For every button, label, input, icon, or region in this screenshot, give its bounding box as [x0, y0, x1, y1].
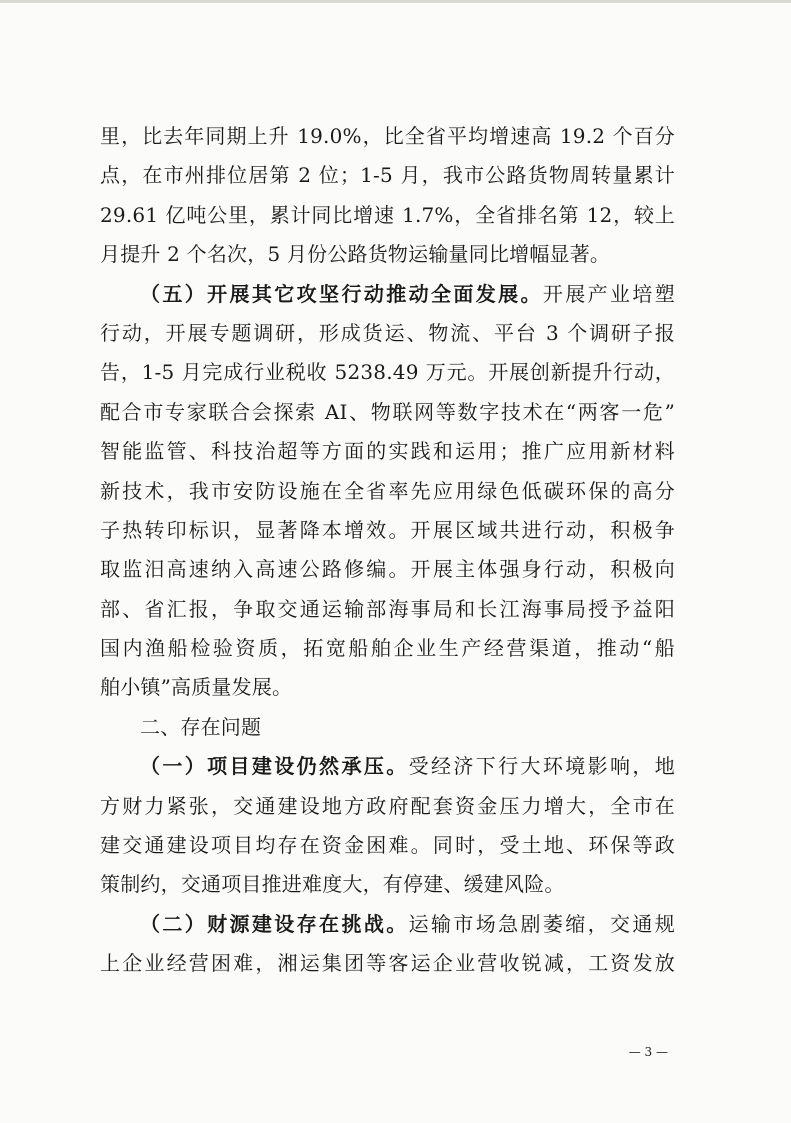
section-5-heading: （五）开展其它攻坚行动推动全面发展。 — [140, 281, 543, 306]
body-line-4: 月提升 2 个名次，5 月份公路货物运输量同比增幅显著。 — [100, 242, 611, 267]
section-5-line: 子热转印标识，显著降本增效。开展区域共进行动，积极争 — [100, 517, 675, 542]
document-body — [100, 117, 675, 984]
body-line-1: 里，比去年同期上升 19.0%，比全省平均增速高 19.2 个百分 — [100, 124, 675, 148]
section-5-line: 智能监管、科技治超等方面的实践和运用；推广应用新材料 — [100, 439, 675, 464]
section-5-first-line — [100, 275, 675, 314]
section-5-line: 舶小镇”高质量发展。 — [100, 675, 293, 700]
problem-1-line: 策制约，交通项目推进难度大，有停建、缓建风险。 — [100, 872, 565, 897]
page-number: — 3 — — [628, 1045, 668, 1059]
problem-1-lead-text: 受经济下行大环境影响，地 — [408, 754, 675, 779]
section-5-line: 新技术，我市安防设施在全省率先应用绿色低碳环保的高分 — [100, 478, 675, 503]
problem-1-heading: （一）项目建设仍然承压。 — [140, 754, 409, 779]
section-5-lead-text: 开展产业培塑 — [542, 281, 676, 306]
body-line-3: 29.61 亿吨公里，累计同比增速 1.7%，全省排名第 12，较上 — [100, 202, 675, 227]
problem-1-first-line — [100, 747, 675, 786]
body-line-2: 点，在市州排位居第 2 位；1-5 月，我市公路货物周转量累计 — [100, 163, 675, 188]
problem-2-first-line — [100, 905, 675, 944]
problem-2-heading: （二）财源建设存在挑战。 — [140, 911, 409, 936]
section-5-line: 配合市专家联合会探索 AI、物联网等数字技术在“两客一危” — [100, 399, 675, 424]
problem-1-line: 建交通建设项目均存在资金困难。同时，受土地、环保等政 — [100, 833, 675, 858]
section-5-line: 国内渔船检验资质，拓宽船舶企业生产经营渠道，推动“船 — [100, 636, 675, 661]
section-5-line: 告，1-5 月完成行业税收 5238.49 万元。开展创新提升行动， — [100, 360, 675, 385]
section-5-line: 部、省汇报，争取交通运输部海事局和长江海事局授予益阳 — [100, 596, 675, 621]
page-top-edge — [0, 0, 791, 3]
problem-2-lead-text: 运输市场急剧萎缩，交通规 — [408, 911, 675, 936]
problem-2-line: 上企业经营困难，湘运集团等客运企业营收锐减，工资发放 — [100, 951, 675, 976]
section-heading-problems: 二、存在问题 — [140, 714, 262, 739]
section-5-line: 行动，开展专题调研，形成货运、物流、平台 3 个调研子报 — [100, 320, 675, 345]
problem-1-line: 方财力紧张，交通建设地方政府配套资金压力增大，全市在 — [100, 793, 675, 818]
section-5-line: 取监汨高速纳入高速公路修编。开展主体强身行动，积极向 — [100, 557, 675, 582]
